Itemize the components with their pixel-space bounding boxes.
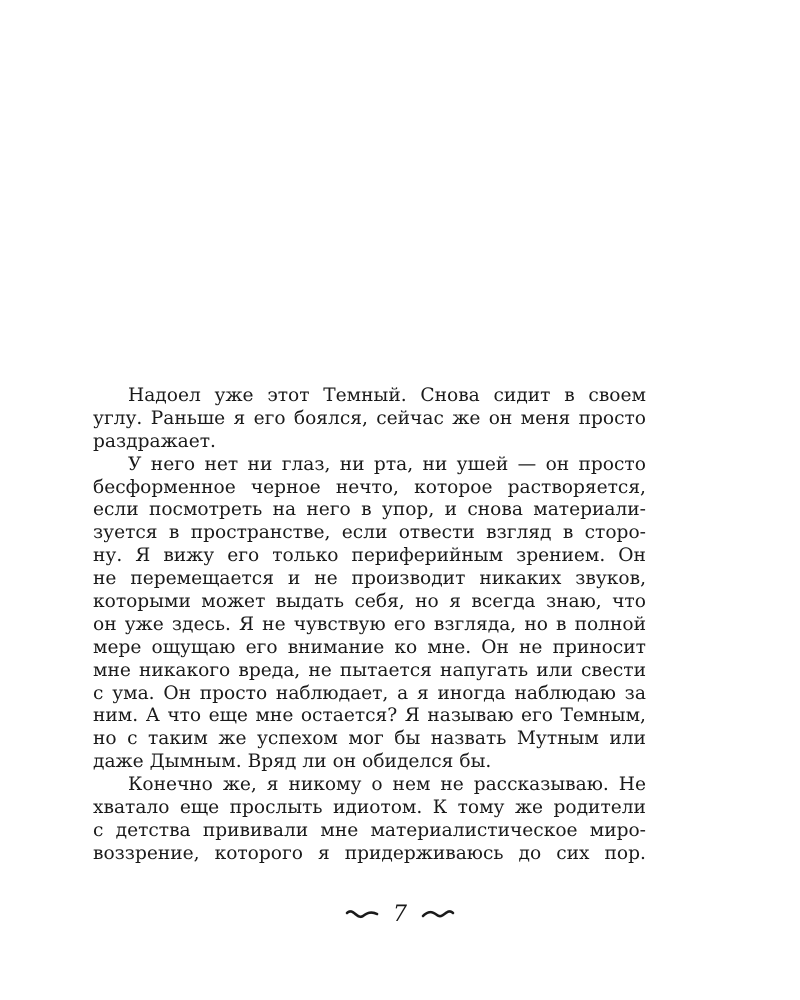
word: он — [545, 453, 570, 475]
word: в — [361, 499, 372, 521]
word: что — [612, 591, 646, 613]
word: пытается — [339, 659, 432, 681]
word: — — [517, 453, 537, 475]
text-line — [93, 614, 646, 637]
word: которого — [214, 842, 303, 864]
word: бесформенное — [93, 476, 236, 498]
word: Вряд — [247, 751, 297, 773]
word: снова — [467, 499, 523, 521]
text-line — [93, 385, 646, 408]
word: ним. — [93, 705, 139, 727]
word: знаю, — [545, 591, 602, 613]
word: нем — [392, 774, 431, 796]
word: не — [440, 774, 464, 796]
word: Я — [135, 545, 151, 567]
word: может — [201, 591, 266, 613]
word: еще — [179, 797, 220, 819]
word: я — [317, 842, 330, 864]
word: материали- — [533, 499, 646, 521]
word: уже — [124, 613, 164, 635]
word: сидит — [493, 385, 551, 406]
text-line — [93, 568, 646, 591]
word: за — [624, 682, 646, 704]
word: с — [93, 819, 104, 841]
word: Снова — [420, 385, 480, 406]
word: выдать — [275, 591, 345, 613]
word: остается? — [300, 705, 398, 727]
word: мне — [255, 705, 294, 727]
word: вреда, — [238, 659, 301, 681]
word: на — [272, 499, 297, 521]
word: бы. — [459, 751, 492, 773]
word: него — [306, 499, 351, 521]
word: даже — [93, 751, 144, 773]
word: я — [449, 591, 461, 613]
word: что — [167, 705, 202, 727]
word: ни — [339, 453, 365, 475]
word: черное — [250, 476, 321, 498]
word: придерживаюсь — [344, 842, 504, 864]
word: Надоел — [128, 385, 201, 406]
word: Он — [481, 636, 509, 658]
word: детства — [115, 819, 191, 841]
word: не — [308, 659, 332, 681]
word: я — [416, 682, 429, 704]
word: мне — [93, 659, 131, 681]
word: уже — [214, 385, 254, 406]
word: внимание — [287, 636, 385, 658]
word: растворяется, — [507, 476, 646, 498]
word: тому — [457, 797, 505, 819]
word: его — [393, 613, 426, 635]
word: зрением. — [516, 545, 606, 567]
word: воззрение, — [93, 842, 200, 864]
text-line — [93, 660, 646, 683]
text-line — [93, 545, 646, 568]
word: не — [314, 568, 338, 590]
word: никаких — [479, 568, 562, 590]
word: взгляд — [486, 522, 552, 544]
text-line — [93, 499, 646, 522]
text-line — [93, 477, 646, 500]
word: просто — [199, 682, 268, 704]
word: ко — [394, 636, 418, 658]
word: в — [556, 613, 567, 635]
text-line — [93, 843, 646, 866]
word: его — [245, 636, 278, 658]
word: и — [287, 568, 301, 590]
word: сторо- — [584, 522, 646, 544]
word: никому — [288, 774, 362, 796]
word: которыми — [93, 591, 191, 613]
word: своем — [588, 385, 646, 406]
word: хватало — [93, 797, 170, 819]
word: рассказываю. — [473, 774, 609, 796]
word: ощущаю — [151, 636, 236, 658]
word: ли — [302, 751, 327, 773]
word: ни — [247, 453, 273, 475]
word: он — [332, 751, 357, 773]
word: свести — [581, 659, 646, 681]
text-line — [93, 454, 646, 477]
left-swash-icon — [345, 908, 379, 922]
word: пор. — [604, 842, 646, 864]
word: просто — [578, 407, 646, 429]
word: мне — [320, 819, 359, 841]
word: но — [524, 613, 548, 635]
word: периферийным — [351, 545, 504, 567]
text-line — [93, 820, 646, 843]
word: пространстве, — [190, 522, 331, 544]
text-line — [93, 637, 646, 660]
word: производит — [351, 568, 466, 590]
word: а — [397, 682, 409, 704]
word: назвать — [430, 728, 507, 750]
word: если — [341, 522, 388, 544]
word: успехом — [256, 728, 338, 750]
word: взгляда, — [433, 613, 517, 635]
word: же — [514, 797, 544, 819]
word: же — [452, 407, 481, 429]
word: напугать — [440, 659, 529, 681]
word: он — [93, 613, 117, 635]
word: Он — [618, 545, 646, 567]
word: него — [150, 453, 196, 475]
word: миро- — [589, 819, 646, 841]
word: его — [253, 407, 286, 429]
word: перемещается — [130, 568, 274, 590]
word: Раньше — [150, 407, 226, 429]
word: упор, — [381, 499, 435, 521]
body-text — [93, 385, 646, 866]
word: материалистическое — [370, 819, 578, 841]
word: рта, — [373, 453, 414, 475]
word: мне. — [427, 636, 472, 658]
text-line — [93, 705, 646, 728]
word: А — [145, 705, 160, 727]
word: наблюдаю — [514, 682, 616, 704]
word: Темным, — [560, 705, 646, 727]
word: он — [488, 407, 513, 429]
word: в — [564, 385, 575, 406]
word: ну. — [93, 545, 123, 567]
word: прививали — [202, 819, 309, 841]
word: мере — [93, 636, 142, 658]
word: иногда — [437, 682, 506, 704]
word: Я — [239, 613, 255, 635]
word: У — [128, 453, 142, 475]
word: я — [233, 407, 246, 429]
word: в — [168, 522, 180, 544]
word: не — [93, 568, 117, 590]
word: же — [218, 728, 247, 750]
word: раздражает. — [93, 430, 216, 452]
word: нет — [204, 453, 239, 475]
word: Он — [163, 682, 191, 704]
text-line — [93, 683, 646, 706]
word: никакого — [139, 659, 231, 681]
word: с — [93, 682, 104, 704]
word: которое — [414, 476, 493, 498]
word: идиотом. — [333, 797, 423, 819]
word: называю — [427, 705, 514, 727]
text-line — [93, 728, 646, 751]
word: о — [371, 774, 383, 796]
word: с — [127, 728, 138, 750]
word: Темный. — [323, 385, 407, 406]
word: ни — [422, 453, 448, 475]
word: прослыть — [229, 797, 323, 819]
word: сих — [556, 842, 590, 864]
word: нечто, — [335, 476, 399, 498]
word: зуется — [93, 522, 158, 544]
word: мог — [348, 728, 384, 750]
word: приносит — [552, 636, 646, 658]
word: чувствую — [293, 613, 386, 635]
word: углу. — [93, 407, 143, 429]
word: вижу — [163, 545, 215, 567]
word: же, — [222, 774, 257, 796]
word: всегда — [471, 591, 536, 613]
word: сейчас — [376, 407, 444, 429]
word: звуков, — [575, 568, 646, 590]
word: наблюдает, — [275, 682, 389, 704]
word: ума. — [112, 682, 155, 704]
word: если — [93, 499, 139, 521]
right-swash-icon — [421, 908, 455, 922]
text-line — [93, 797, 646, 820]
text-line — [93, 591, 646, 614]
word: Мутным — [516, 728, 599, 750]
text-line — [93, 751, 646, 774]
word: родители — [553, 797, 646, 819]
text-line — [93, 408, 646, 431]
word: бы — [394, 728, 421, 750]
word: этот — [267, 385, 310, 406]
word: посмотреть — [148, 499, 263, 521]
text-line — [93, 774, 646, 797]
word: его — [521, 705, 553, 727]
word: не — [262, 613, 286, 635]
text-line — [93, 522, 646, 545]
page-folio — [0, 902, 800, 927]
text-line — [93, 431, 646, 454]
word: Дымным. — [149, 751, 242, 773]
word: его — [227, 545, 260, 567]
word: я — [266, 774, 279, 796]
word: еще — [208, 705, 248, 727]
word: просто — [578, 453, 646, 475]
word: Не — [618, 774, 646, 796]
word: или — [609, 728, 646, 750]
word: но — [415, 591, 439, 613]
word: Конечно — [128, 774, 213, 796]
page-number: 7 — [393, 902, 407, 927]
word: только — [272, 545, 339, 567]
word: таким — [148, 728, 208, 750]
word: и — [444, 499, 457, 521]
word: в — [562, 522, 574, 544]
word: глаз, — [281, 453, 331, 475]
word: обиделся — [362, 751, 454, 773]
word: отвести — [398, 522, 475, 544]
word: меня — [520, 407, 571, 429]
word: или — [536, 659, 573, 681]
word: не — [519, 636, 543, 658]
word: но — [93, 728, 117, 750]
word: боялся, — [293, 407, 368, 429]
word: Я — [404, 705, 420, 727]
word: здесь. — [171, 613, 231, 635]
word: К — [432, 797, 448, 819]
word: полной — [574, 613, 646, 635]
word: до — [518, 842, 542, 864]
word: себя, — [354, 591, 405, 613]
word: ушей — [456, 453, 509, 475]
